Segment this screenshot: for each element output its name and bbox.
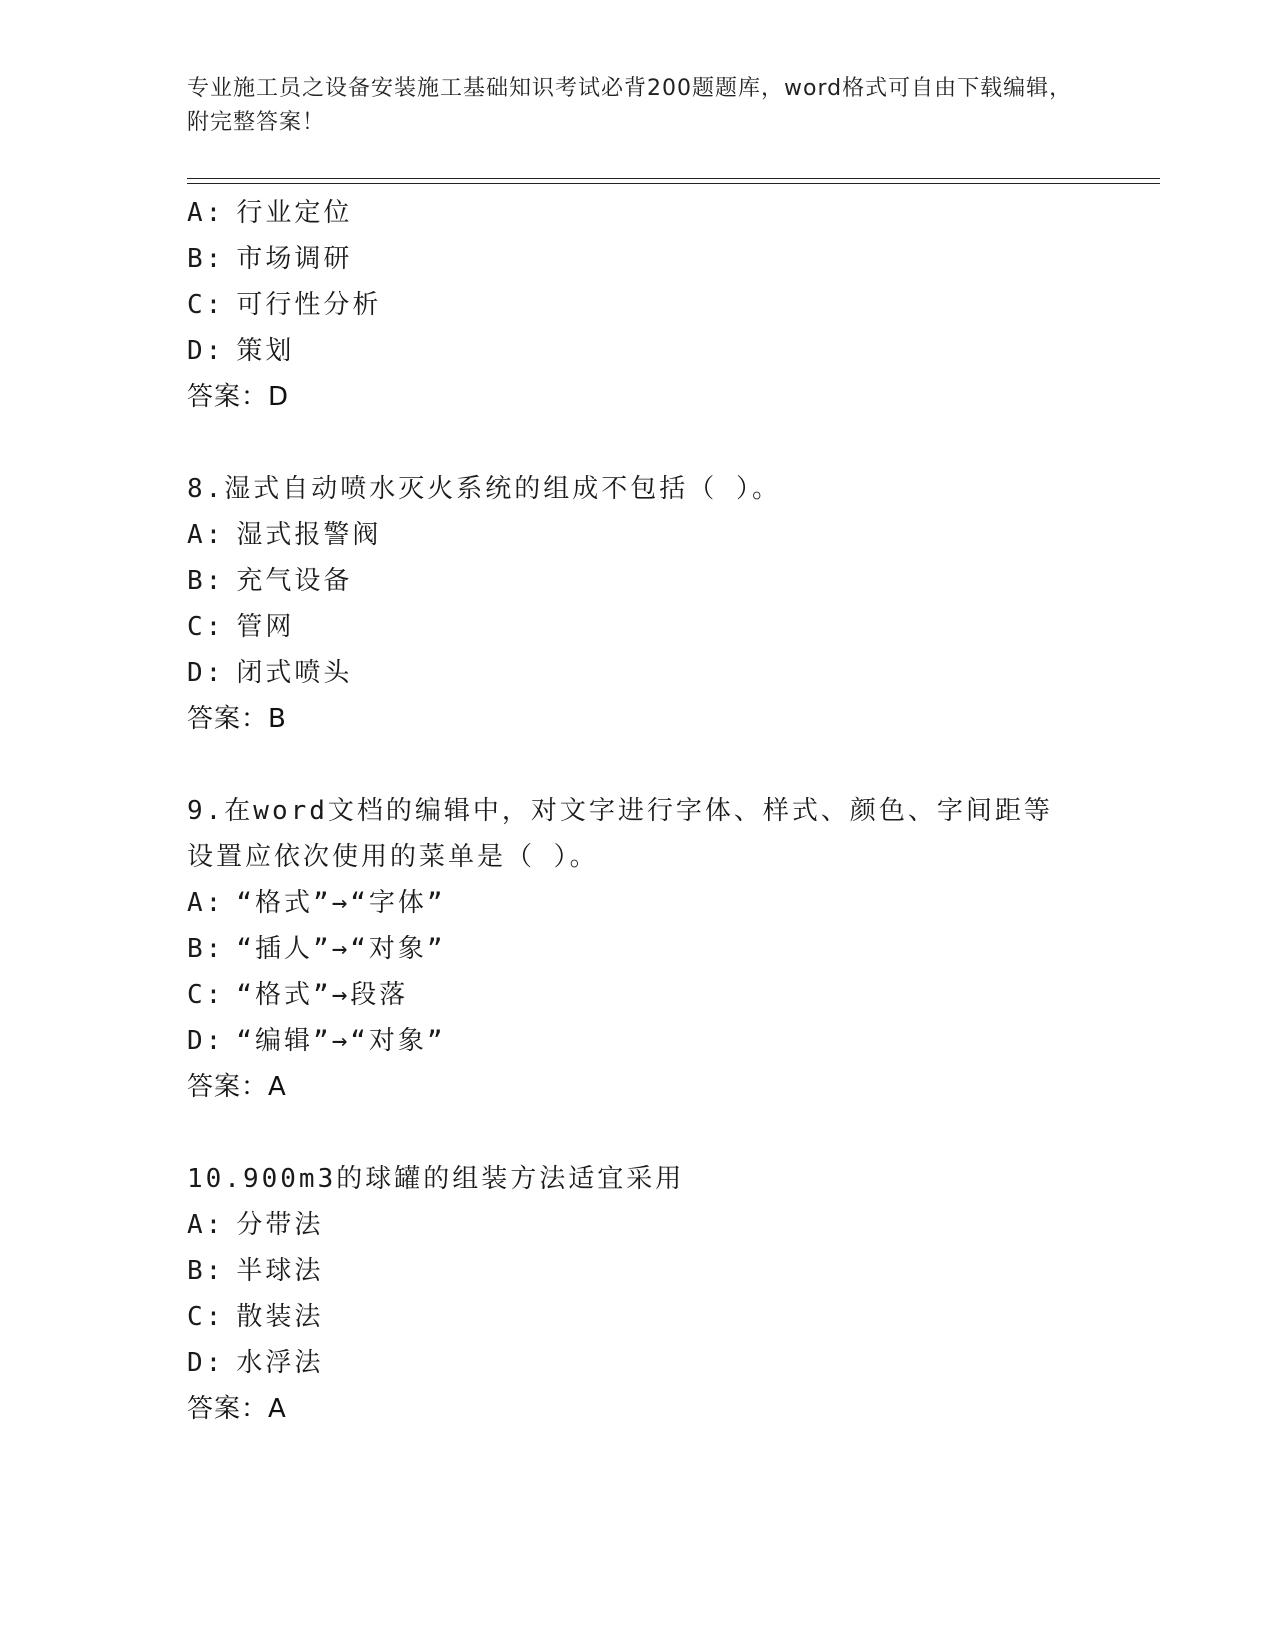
option-d <box>187 1018 1087 1064</box>
option-label: D: <box>187 1348 225 1378</box>
option-text: 市场调研 <box>236 244 353 274</box>
option-text: 可行性分析 <box>236 290 382 320</box>
option-c <box>187 604 1087 650</box>
option-label: B: <box>187 1256 225 1286</box>
option-c <box>187 282 1087 328</box>
option-a <box>187 1202 1087 1248</box>
option-b <box>187 1248 1087 1294</box>
option-label: C: <box>187 612 225 642</box>
option-text: 管网 <box>236 612 295 642</box>
option-c <box>187 1294 1087 1340</box>
option-a <box>187 512 1087 558</box>
option-text: “插人”→“对象” <box>236 934 446 964</box>
option-b <box>187 558 1087 604</box>
question-text: 10.900m3的球罐的组装方法适宜采用 <box>187 1164 685 1194</box>
option-d <box>187 1340 1087 1386</box>
question-block <box>187 1156 1087 1432</box>
option-label: D: <box>187 658 225 688</box>
document-header: 专业施工员之设备安装施工基础知识考试必背200题题库，word格式可自由下载编辑，附完整答案！ <box>187 76 1073 135</box>
option-text: 充气设备 <box>236 566 353 596</box>
option-text: 水浮法 <box>236 1348 324 1378</box>
option-text: 分带法 <box>236 1210 324 1240</box>
option-text: 半球法 <box>236 1256 324 1286</box>
question-block <box>187 466 1087 742</box>
option-label: A: <box>187 888 225 918</box>
option-label: C: <box>187 1302 225 1332</box>
block-spacer <box>187 1110 1087 1156</box>
block-spacer <box>187 420 1087 466</box>
question-list <box>187 190 1087 1432</box>
option-b <box>187 926 1087 972</box>
option-a <box>187 190 1087 236</box>
option-label: A: <box>187 1210 225 1240</box>
option-text: 策划 <box>236 336 295 366</box>
answer-line: 答案：D <box>187 382 290 412</box>
header-divider-bottom <box>187 183 1160 184</box>
answer-line: 答案：B <box>187 704 287 734</box>
option-text: “格式”→段落 <box>236 980 409 1010</box>
option-text: 行业定位 <box>236 198 353 228</box>
option-label: B: <box>187 566 225 596</box>
option-label: D: <box>187 1026 225 1056</box>
block-spacer <box>187 742 1087 788</box>
option-label: A: <box>187 198 225 228</box>
option-text: 闭式喷头 <box>236 658 353 688</box>
option-label: B: <box>187 244 225 274</box>
question-block <box>187 190 1087 420</box>
option-a <box>187 880 1087 926</box>
option-text: 湿式报警阀 <box>236 520 382 550</box>
header-divider-top <box>187 178 1160 179</box>
option-b <box>187 236 1087 282</box>
option-label: C: <box>187 980 225 1010</box>
option-d <box>187 650 1087 696</box>
option-label: D: <box>187 336 225 366</box>
question-text: 8.湿式自动喷水灭火系统的组成不包括（ ）。 <box>187 474 781 504</box>
option-c <box>187 972 1087 1018</box>
option-text: “格式”→“字体” <box>236 888 446 918</box>
option-text: “编辑”→“对象” <box>236 1026 446 1056</box>
option-label: A: <box>187 520 225 550</box>
question-text: 9.在word文档的编辑中，对文字进行字体、样式、颜色、字间距等设置应依次使用的菜单是（ ）。 <box>187 796 1053 872</box>
option-label: C: <box>187 290 225 320</box>
option-label: B: <box>187 934 225 964</box>
option-text: 散装法 <box>236 1302 324 1332</box>
answer-line: 答案：A <box>187 1394 287 1424</box>
option-d <box>187 328 1087 374</box>
answer-line: 答案：A <box>187 1072 287 1102</box>
question-block <box>187 788 1087 1110</box>
